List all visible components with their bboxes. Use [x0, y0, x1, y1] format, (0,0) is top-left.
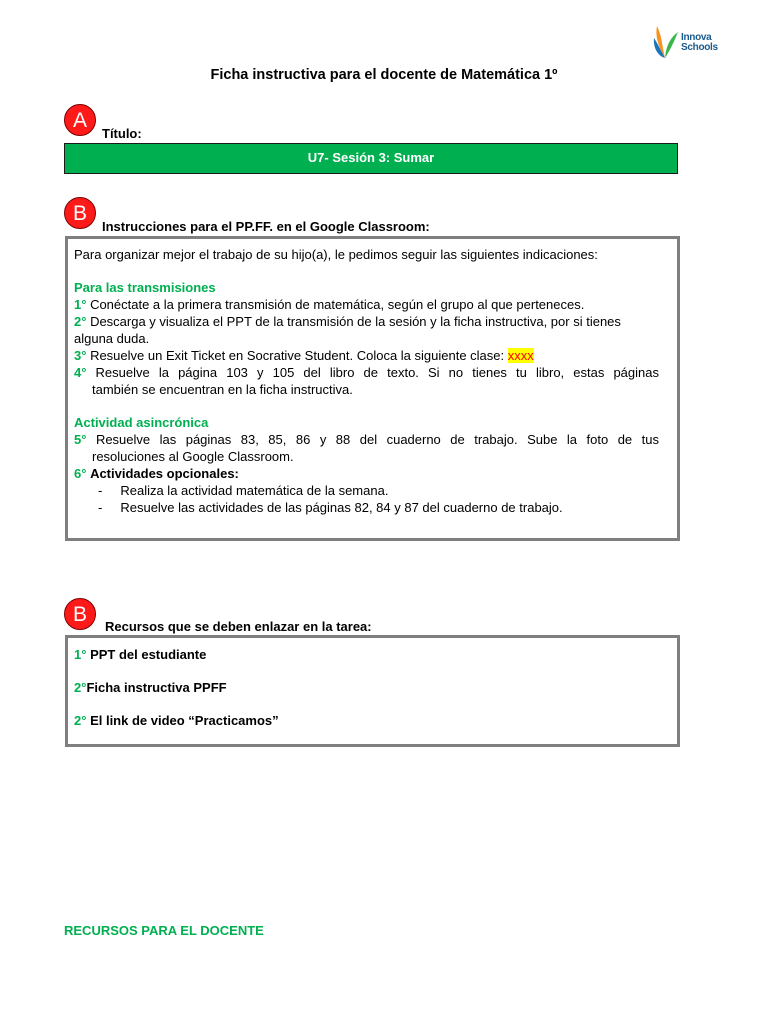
transmissions-heading: Para las transmisiones [74, 280, 216, 295]
innova-schools-logo [652, 24, 732, 60]
step-3: 3° Resuelve un Exit Ticket en Socrative Student. Coloca la siguiente clase: xxxx [74, 348, 534, 363]
intro-text: Para organizar mejor el trabajo de su hijo(a), le pedimos seguir las siguientes indicaciones: [74, 247, 598, 262]
resources-label: Recursos que se deben enlazar en la tarea: [105, 619, 372, 634]
title-label: Título: [102, 126, 142, 141]
async-heading: Actividad asincrónica [74, 415, 209, 430]
class-code-highlight: xxxx [507, 348, 534, 363]
resource-item: 2° El link de video “Practicamos” [74, 713, 279, 728]
step-4: 4° Resuelve la página 103 y 105 del libro de texto. Si no tienes tu libro, estas páginas [74, 365, 659, 380]
logo-wordmark: Innova Schools [681, 32, 718, 53]
teacher-resources-heading: RECURSOS PARA EL DOCENTE [64, 923, 264, 938]
session-title-bar: U7- Sesión 3: Sumar [64, 143, 678, 174]
instructions-box [65, 236, 680, 541]
section-resources-badge: B [64, 598, 96, 630]
step-1: 1° Conéctate a la primera transmisión de matemática, según el grupo al que perteneces. [74, 297, 585, 312]
optional-item: - Resuelve las actividades de las páginas 82, 84 y 87 del cuaderno de trabajo. [98, 500, 563, 515]
step-2: 2° Descarga y visualiza el PPT de la transmisión de la sesión y la ficha instructiva, por si tienes [74, 314, 621, 329]
resources-box [65, 635, 680, 747]
optional-item: - Realiza la actividad matemática de la semana. [98, 483, 389, 498]
resource-item: 2°Ficha instructiva PPFF [74, 680, 227, 695]
section-b-badge: B [64, 197, 96, 229]
leaf-logo-icon [652, 24, 682, 60]
step-5: 5° Resuelve las páginas 83, 85, 86 y 88 del cuaderno de trabajo. Sube la foto de tus [74, 432, 659, 447]
step-4-continued: también se encuentran en la ficha instructiva. [92, 382, 353, 397]
document-title: Ficha instructiva para el docente de Matemática 1º [210, 67, 558, 83]
step-5-continued: resoluciones al Google Classroom. [92, 449, 294, 464]
step-2-continued: alguna duda. [74, 331, 150, 346]
step-6: 6° Actividades opcionales: [74, 466, 239, 481]
section-a-badge: A [64, 104, 96, 136]
resource-item: 1° PPT del estudiante [74, 647, 207, 662]
instructions-label: Instrucciones para el PP.FF. en el Google Classroom: [102, 219, 430, 234]
